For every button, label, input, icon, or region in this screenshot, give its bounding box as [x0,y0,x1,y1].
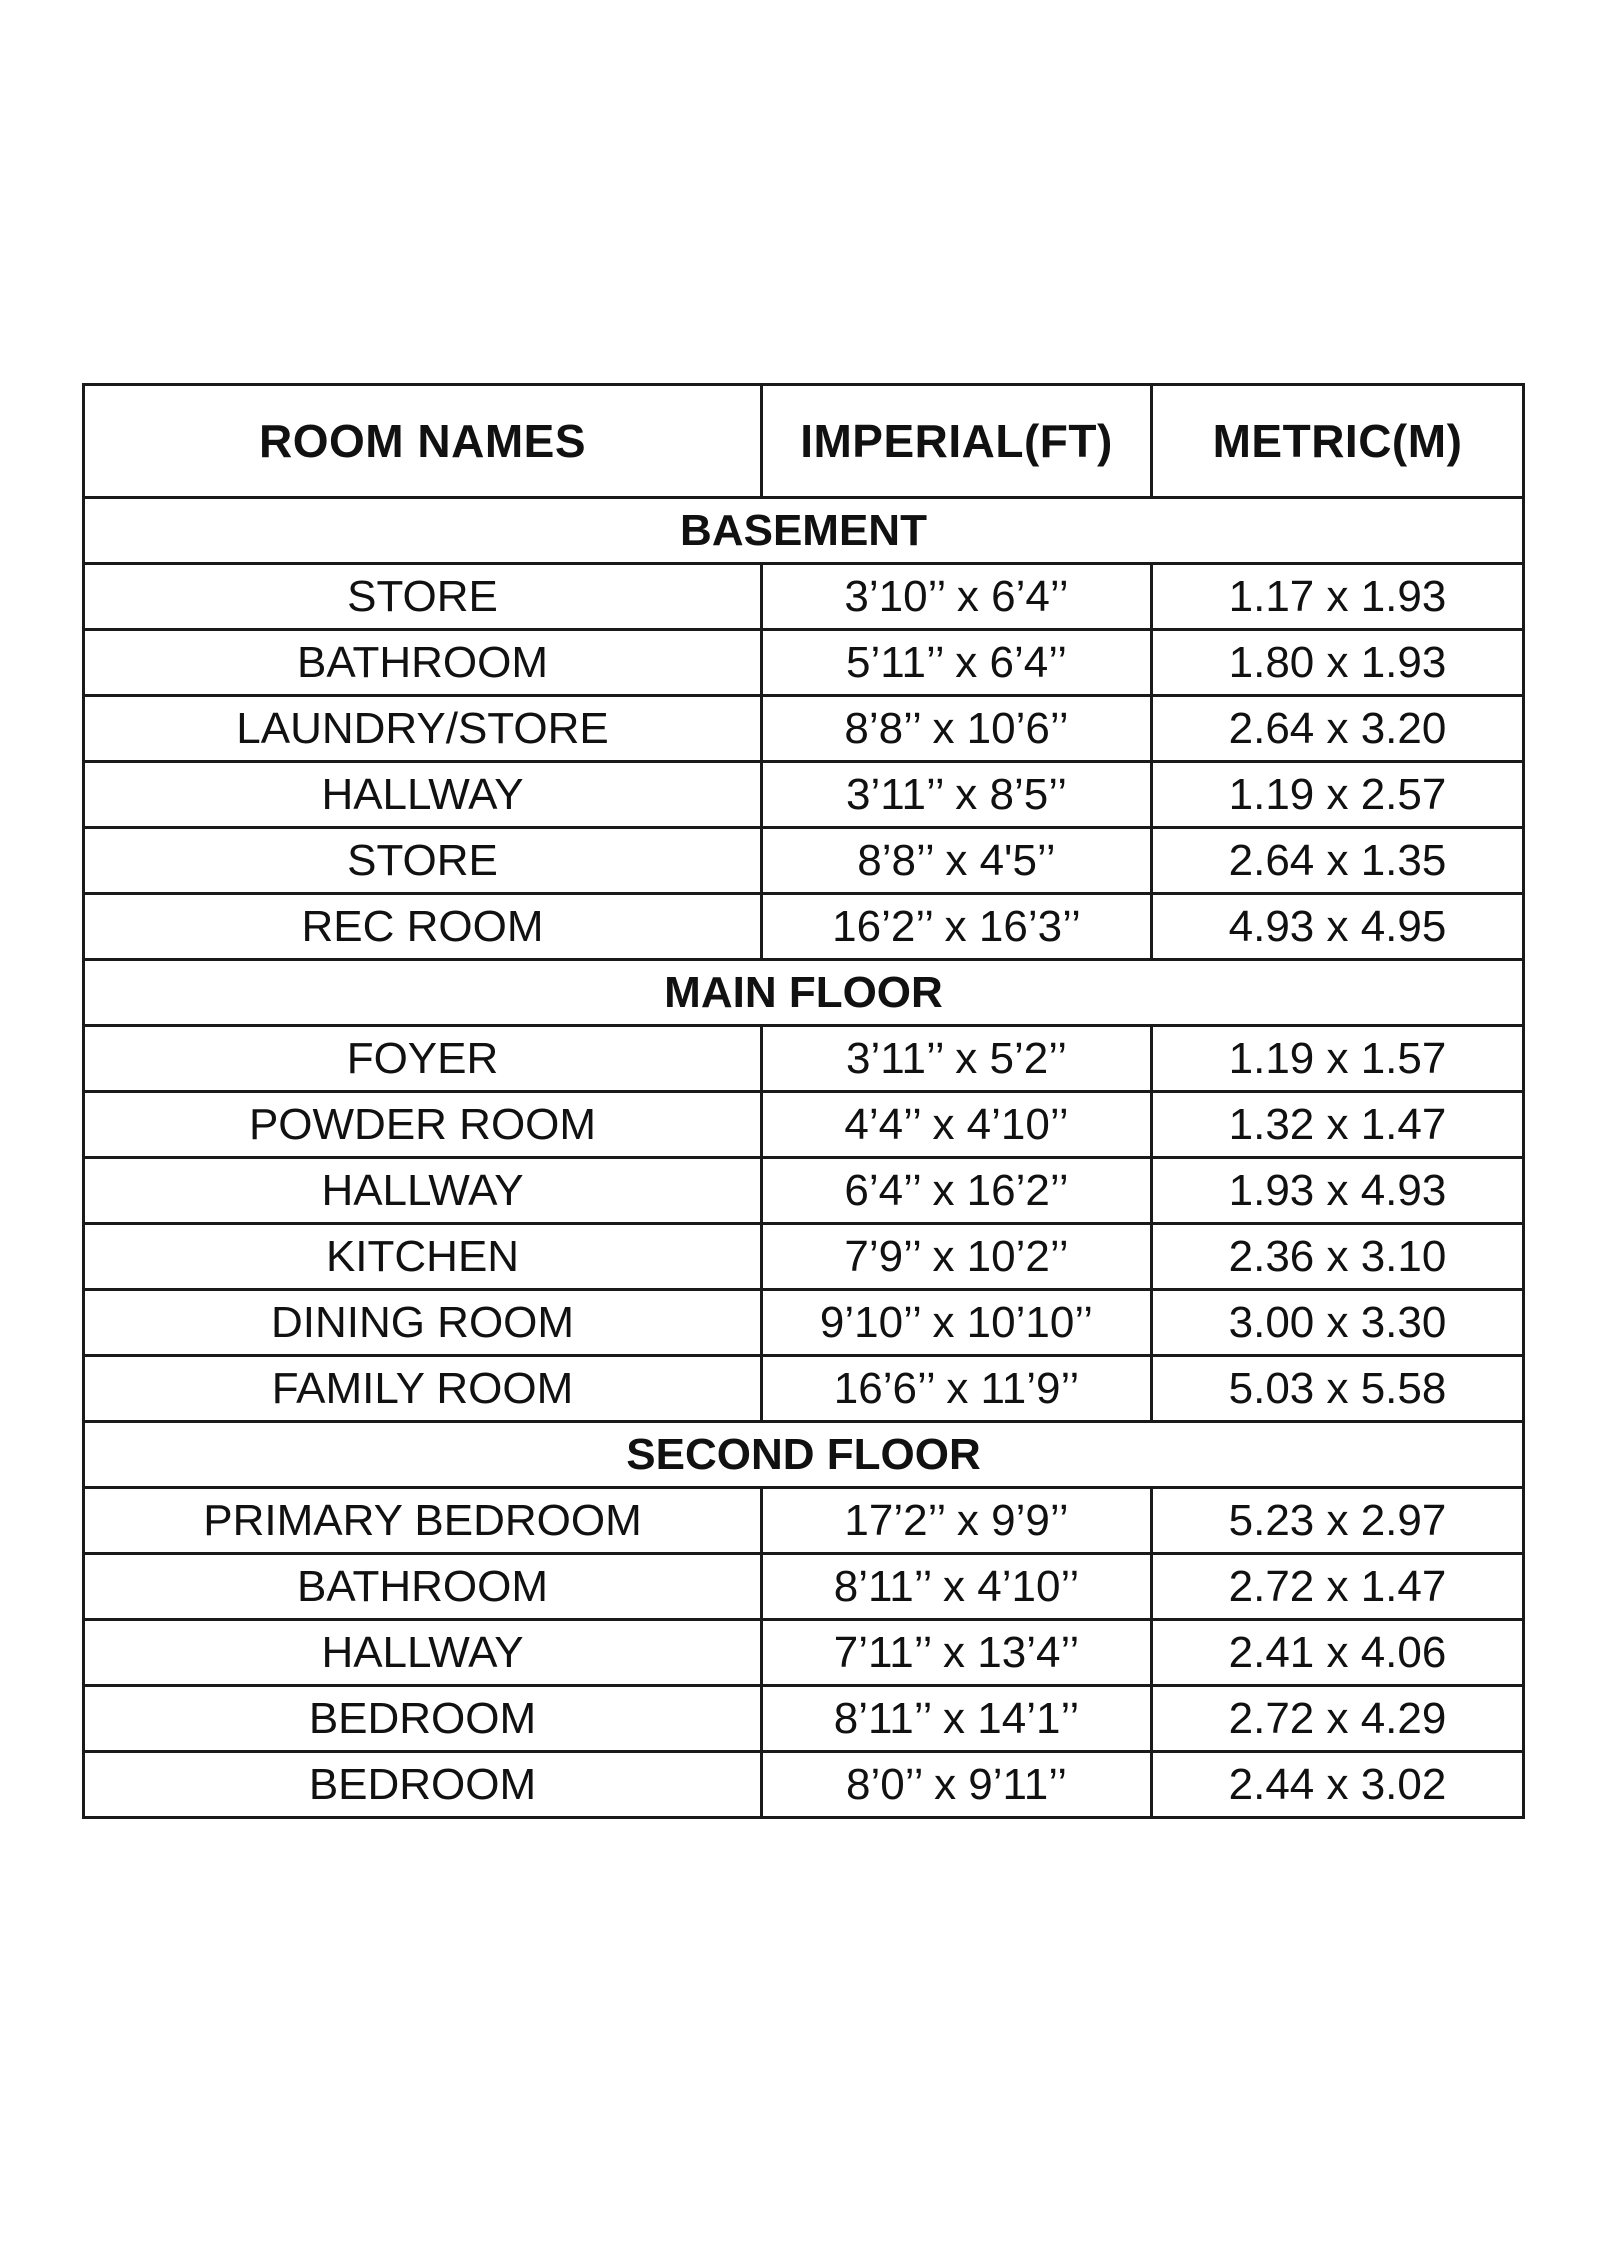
section-row [84,960,1524,1026]
room-name-cell: FAMILY ROOM [84,1356,762,1422]
room-name-cell: STORE [84,564,762,630]
room-dimensions-table [82,383,1525,1819]
metric-cell: 1.32 x 1.47 [1152,1092,1524,1158]
room-name-cell: BEDROOM [84,1686,762,1752]
room-name-cell: POWDER ROOM [84,1092,762,1158]
room-name-cell: BATHROOM [84,1554,762,1620]
table-row [84,1356,1524,1422]
imperial-cell: 8’8’’ x 10’6’’ [762,696,1152,762]
section-title: MAIN FLOOR [84,960,1524,1026]
room-name-cell: STORE [84,828,762,894]
metric-cell: 1.80 x 1.93 [1152,630,1524,696]
table-row [84,1026,1524,1092]
imperial-cell: 16’6’’ x 11’9’’ [762,1356,1152,1422]
room-name-cell: LAUNDRY/STORE [84,696,762,762]
metric-cell: 2.64 x 1.35 [1152,828,1524,894]
table-row [84,1620,1524,1686]
imperial-cell: 3’11’’ x 8’5’’ [762,762,1152,828]
table-row [84,1488,1524,1554]
imperial-cell: 9’10’’ x 10’10’’ [762,1290,1152,1356]
imperial-cell: 7’11’’ x 13’4’’ [762,1620,1152,1686]
metric-cell: 4.93 x 4.95 [1152,894,1524,960]
metric-cell: 1.19 x 1.57 [1152,1026,1524,1092]
room-name-cell: DINING ROOM [84,1290,762,1356]
imperial-cell: 8’11’’ x 14’1’’ [762,1686,1152,1752]
room-name-cell: HALLWAY [84,762,762,828]
imperial-cell: 16’2’’ x 16’3’’ [762,894,1152,960]
metric-cell: 2.36 x 3.10 [1152,1224,1524,1290]
room-name-cell: HALLWAY [84,1158,762,1224]
imperial-cell: 3’10’’ x 6’4’’ [762,564,1152,630]
imperial-cell: 8’11’’ x 4’10’’ [762,1554,1152,1620]
room-name-cell: HALLWAY [84,1620,762,1686]
imperial-cell: 7’9’’ x 10’2’’ [762,1224,1152,1290]
metric-cell: 1.17 x 1.93 [1152,564,1524,630]
table-row [84,696,1524,762]
table-row [84,1290,1524,1356]
metric-cell: 2.72 x 1.47 [1152,1554,1524,1620]
table-row [84,1554,1524,1620]
section-title: SECOND FLOOR [84,1422,1524,1488]
section-row [84,498,1524,564]
imperial-cell: 8’8’’ x 4'5’’ [762,828,1152,894]
imperial-cell: 5’11’’ x 6’4’’ [762,630,1152,696]
table-row [84,762,1524,828]
table-header-row [84,385,1524,498]
metric-cell: 5.23 x 2.97 [1152,1488,1524,1554]
metric-cell: 2.72 x 4.29 [1152,1686,1524,1752]
imperial-cell: 8’0’’ x 9’11’’ [762,1752,1152,1818]
metric-cell: 1.93 x 4.93 [1152,1158,1524,1224]
header-metric: METRIC(M) [1152,385,1524,498]
table-row [84,564,1524,630]
imperial-cell: 3’11’’ x 5’2’’ [762,1026,1152,1092]
metric-cell: 5.03 x 5.58 [1152,1356,1524,1422]
metric-cell: 3.00 x 3.30 [1152,1290,1524,1356]
header-room-names: ROOM NAMES [84,385,762,498]
metric-cell: 2.41 x 4.06 [1152,1620,1524,1686]
room-name-cell: BATHROOM [84,630,762,696]
section-title: BASEMENT [84,498,1524,564]
header-imperial: IMPERIAL(FT) [762,385,1152,498]
metric-cell: 2.44 x 3.02 [1152,1752,1524,1818]
room-name-cell: BEDROOM [84,1752,762,1818]
metric-cell: 1.19 x 2.57 [1152,762,1524,828]
table-row [84,630,1524,696]
room-dimensions-sheet [82,383,1522,1819]
table-row [84,1686,1524,1752]
table-row [84,894,1524,960]
table-body [84,498,1524,1818]
table-row [84,1752,1524,1818]
imperial-cell: 17’2’’ x 9’9’’ [762,1488,1152,1554]
section-row [84,1422,1524,1488]
room-name-cell: FOYER [84,1026,762,1092]
imperial-cell: 6’4’’ x 16’2’’ [762,1158,1152,1224]
table-row [84,1224,1524,1290]
table-row [84,828,1524,894]
room-name-cell: KITCHEN [84,1224,762,1290]
table-row [84,1158,1524,1224]
room-name-cell: PRIMARY BEDROOM [84,1488,762,1554]
imperial-cell: 4’4’’ x 4’10’’ [762,1092,1152,1158]
metric-cell: 2.64 x 3.20 [1152,696,1524,762]
room-name-cell: REC ROOM [84,894,762,960]
table-row [84,1092,1524,1158]
